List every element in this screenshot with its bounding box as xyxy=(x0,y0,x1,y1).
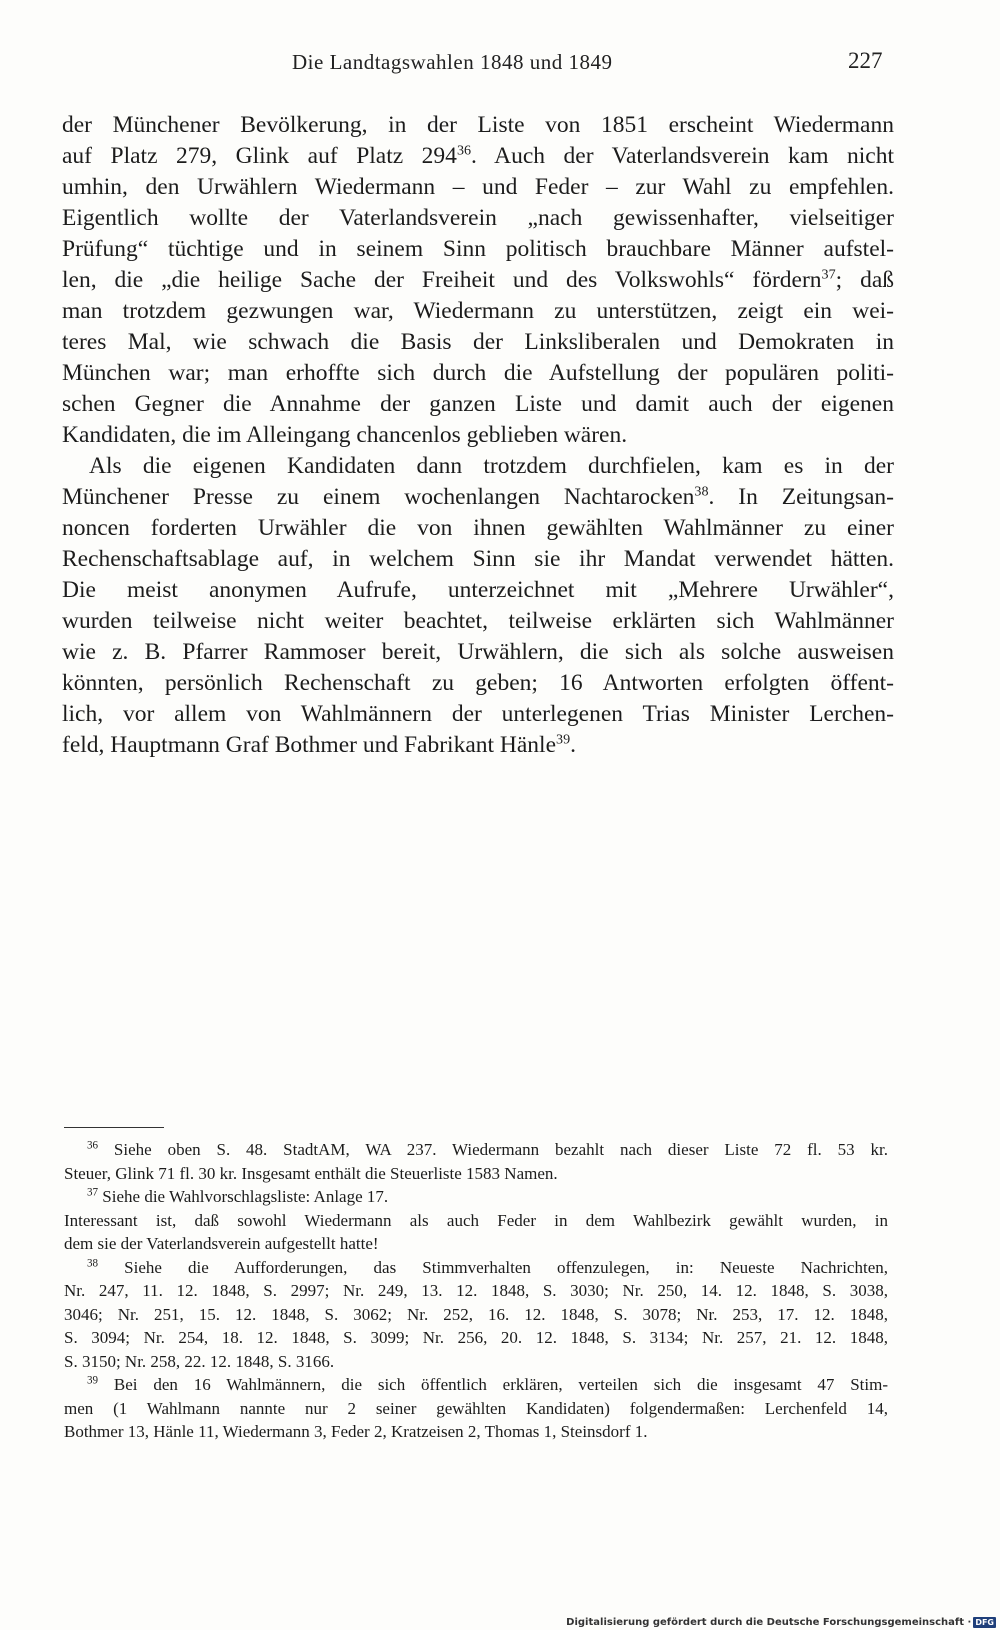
footnote-text: Steuer, Glink 71 fl. 30 kr. Insgesamt enthält die Steuerliste 1583 Namen. xyxy=(64,1163,558,1183)
body-line xyxy=(62,451,894,482)
footnote-line xyxy=(64,1138,888,1162)
footnote-separator xyxy=(64,1127,164,1128)
footnote-reference: 38 xyxy=(694,483,709,500)
body-text: wurden teilweise nicht weiter beachtet, teilweise erklärten sich Wahlmänner xyxy=(62,608,894,634)
footnote-line xyxy=(64,1397,888,1421)
body-text: Münchener Presse zu einem wochenlangen Nachtarocken xyxy=(62,484,695,510)
footnote-text: Siehe die Wahlvorschlagsliste: Anlage 17. xyxy=(98,1187,389,1206)
body-text: man trotzdem gezwungen war, Wiedermann zu unterstützen, zeigt ein wei- xyxy=(62,298,894,324)
footnote-line xyxy=(64,1162,888,1186)
body-line xyxy=(62,389,894,420)
footnote-line xyxy=(64,1209,888,1233)
footnote-line xyxy=(64,1350,888,1374)
body-text: schen Gegner die Annahme der ganzen Liste und damit auch der eigenen xyxy=(62,391,894,417)
body-text-continued: . In Zeitungsan- xyxy=(708,484,894,510)
body-text: Prüfung“ tüchtige und in seinem Sinn politisch brauchbare Männer aufstel- xyxy=(62,236,894,262)
body-text: len, die „die heilige Sache der Freiheit und des Volkswohls“ fördern xyxy=(62,267,822,293)
body-line xyxy=(62,203,894,234)
footnote-marker: 37 xyxy=(87,1186,99,1199)
main-text xyxy=(62,110,894,761)
body-text: Kandidaten, die im Alleingang chancenlos geblieben wären. xyxy=(62,422,628,448)
body-text: Als die eigenen Kandidaten dann trotzdem durchfielen, kam es in der xyxy=(89,453,894,479)
body-line xyxy=(62,327,894,358)
body-line xyxy=(62,110,894,141)
footnote-line xyxy=(64,1303,888,1327)
footnote-reference: 37 xyxy=(821,266,836,283)
body-line xyxy=(62,668,894,699)
body-line xyxy=(62,637,894,668)
footnote-line xyxy=(64,1420,888,1444)
body-line xyxy=(62,513,894,544)
dfg-logo-icon: DFG xyxy=(975,1618,994,1627)
footnote-text: S. 3094; Nr. 254, 18. 12. 1848, S. 3099; Nr. 256, 20. 12. 1848, S. 3134; Nr. 257, 21. 12. 1848, xyxy=(64,1328,888,1347)
footnote-marker: 36 xyxy=(87,1139,99,1152)
footnote-line xyxy=(64,1185,888,1209)
footnote-text: Siehe oben S. 48. StadtAM, WA 237. Wiedermann bezahlt nach dieser Liste 72 fl. 53 kr. xyxy=(98,1140,888,1159)
digitization-credit xyxy=(566,1617,996,1628)
body-line xyxy=(62,420,894,451)
footnote-reference: 36 xyxy=(456,142,472,159)
body-text: lich, vor allem von Wahlmännern der unterlegenen Trias Minister Lerchen- xyxy=(62,701,894,727)
footnote-marker: 38 xyxy=(87,1256,99,1269)
footnote-text: Interessant ist, daß sowohl Wiedermann als auch Feder in dem Wahlbezirk gewählt wurden, in xyxy=(64,1210,888,1230)
body-text: Rechenschaftsablage auf, in welchem Sinn sie ihr Mandat verwendet hätten. xyxy=(62,546,894,572)
footnote-text: men (1 Wahlmann nannte nur 2 seiner gewählten Kandidaten) folgendermaßen: Lerchenfeld 14, xyxy=(64,1398,888,1418)
body-line xyxy=(62,141,894,172)
body-line xyxy=(62,575,894,606)
body-text-continued: . xyxy=(570,732,576,758)
footnote-marker: 39 xyxy=(87,1374,99,1387)
footnote-line xyxy=(64,1232,888,1256)
body-text: Die meist anonymen Aufrufe, unterzeichnet mit „Mehrere Urwähler“, xyxy=(62,577,894,603)
body-text: könnten, persönlich Rechenschaft zu geben; 16 Antworten erfolgten öffent- xyxy=(62,670,894,696)
page-number: 227 xyxy=(848,48,883,73)
footnote-text: Bei den 16 Wahlmännern, die sich öffentlich erklären, verteilen sich die insgesamt 47 Stim- xyxy=(98,1375,888,1394)
running-title: Die Landtagswahlen 1848 und 1849 xyxy=(292,50,613,74)
body-text: München war; man erhoffte sich durch die Aufstellung der populären politi- xyxy=(62,360,894,386)
body-text: der Münchener Bevölkerung, in der Liste von 1851 erscheint Wiedermann xyxy=(62,112,894,138)
footnote-text: S. 3150; Nr. 258, 22. 12. 1848, S. 3166. xyxy=(64,1351,335,1371)
footnote-line xyxy=(64,1256,888,1280)
body-text: umhin, den Urwählern Wiedermann – und Feder – zur Wahl zu empfehlen. xyxy=(62,174,894,200)
body-line xyxy=(62,172,894,203)
body-text-continued: ; daß xyxy=(835,267,894,293)
footnote-line xyxy=(64,1279,888,1303)
footnote-text: 3046; Nr. 251, 15. 12. 1848, S. 3062; Nr. 252, 16. 12. 1848, S. 3078; Nr. 253, 17. 12. 1848, xyxy=(64,1304,888,1324)
body-line xyxy=(62,265,894,296)
body-line xyxy=(62,606,894,637)
body-line xyxy=(62,544,894,575)
footnotes xyxy=(64,1138,888,1444)
footnote-text: Nr. 247, 11. 12. 1848, S. 2997; Nr. 249, 13. 12. 1848, S. 3030; Nr. 250, 14. 12. 1848, S. 3038, xyxy=(64,1281,888,1300)
body-line xyxy=(62,234,894,265)
footnote-reference: 39 xyxy=(556,731,571,748)
body-line xyxy=(62,358,894,389)
body-text: wie z. B. Pfarrer Rammoser bereit, Urwählern, die sich als solche ausweisen xyxy=(62,639,894,665)
body-text-continued: . Auch der Vaterlandsverein kam nicht xyxy=(471,143,894,169)
body-line xyxy=(62,296,894,327)
footnote-line xyxy=(64,1326,888,1350)
body-text: Eigentlich wollte der Vaterlandsverein „nach gewissenhafter, vielseitiger xyxy=(62,205,894,231)
body-text: auf Platz 279, Glink auf Platz 294 xyxy=(62,143,457,169)
body-text: feld, Hauptmann Graf Bothmer und Fabrikant Hänle xyxy=(62,732,557,758)
footnote-text: Siehe die Aufforderungen, das Stimmverhalten offenzulegen, in: Neueste Nachrichten, xyxy=(98,1257,888,1277)
body-line xyxy=(62,730,894,761)
footnote-text: dem sie der Vaterlandsverein aufgestellt hatte! xyxy=(64,1234,379,1253)
credit-text: Digitalisierung gefördert durch die Deutsche Forschungsgemeinschaft · xyxy=(566,1617,972,1628)
body-text: noncen forderten Urwähler die von ihnen gewählten Wahlmänner zu einer xyxy=(62,515,894,541)
footnote-text: Bothmer 13, Hänle 11, Wiedermann 3, Feder 2, Kratzeisen 2, Thomas 1, Steinsdorf 1. xyxy=(64,1422,648,1441)
footnote-line xyxy=(64,1373,888,1397)
body-line xyxy=(62,699,894,730)
body-line xyxy=(62,482,894,513)
body-text: teres Mal, wie schwach die Basis der Linksliberalen und Demokraten in xyxy=(62,329,894,355)
